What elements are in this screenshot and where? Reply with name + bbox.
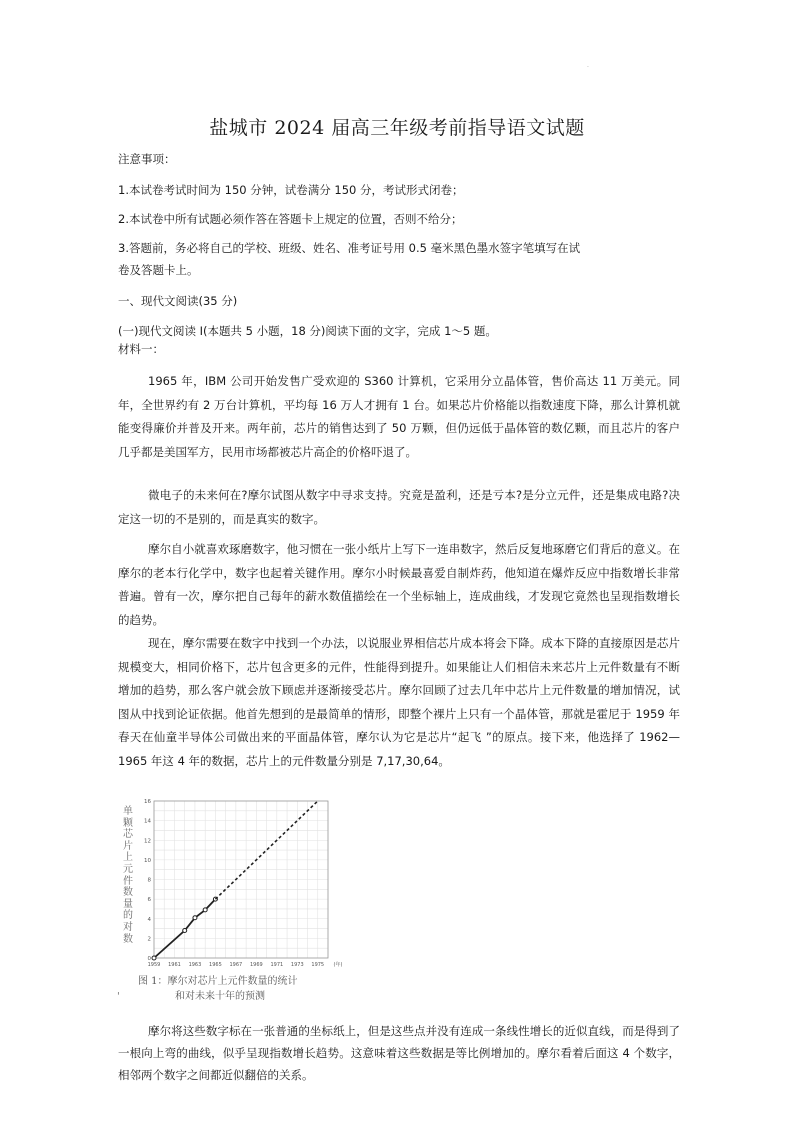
page-title: 盐城市 2024 届高三年级考前指导语文试题	[209, 117, 585, 139]
x-tick-label: 1961	[168, 962, 181, 968]
notice-heading: 注意事项：	[118, 152, 176, 166]
x-tick-label: 1973	[290, 962, 304, 968]
figure-caption	[138, 974, 368, 1004]
y-tick-label: 8	[147, 877, 151, 884]
section-subheading: (一)现代文阅读 I(本题共 5 小题，18 分)阅读下面的文字，完成 1～5 题。	[118, 324, 497, 338]
notice-item-2: 2.本试卷中所有试题必须作答在答题卡上规定的位置，否则不给分；	[118, 212, 463, 226]
notice-item-3-cont: 卷及答题卡上。	[118, 263, 199, 277]
x-tick-label: 1969	[249, 962, 263, 968]
y-tick-label: 4	[147, 916, 151, 923]
y-tick-label: 2	[147, 936, 151, 943]
x-tick-label: 1971	[270, 962, 284, 968]
x-tick-label: 1975	[311, 962, 325, 968]
y-tick-label: 12	[144, 838, 151, 845]
y-tick-label: 6	[147, 897, 151, 904]
paragraph-3: 摩尔自小就喜欢琢磨数字，他习惯在一张小纸片上写下一连串数字，然后反复地琢磨它们背后的意义。在摩尔的老本行化学中，数字也起着关键作用。摩尔小时候最喜爱自制炸药，他知道在爆炸反应中指数增长非常普遍。曾有一次，摩尔把自己每年的薪水数值描绘在一个坐标轴上，连成曲线，才发现它竟然也呈现指数增长的趋势。	[118, 542, 680, 627]
chart-y-axis-label: 单颗芯片上元件数量的对数	[123, 806, 133, 945]
x-tick-label: 1965	[209, 962, 222, 968]
x-axis-label: (年)	[333, 962, 343, 968]
notice-item-3: 3.答题前，务必将自己的学校、班级、姓名、准考证号用 0.5 毫米黑色墨水签字笔填写在试	[118, 241, 581, 255]
y-tick-label: 14	[144, 818, 151, 825]
figure-caption-line-1: 图 1：摩尔对芯片上元件数量的统计	[138, 976, 298, 987]
figure-1	[118, 796, 362, 1008]
moore-chart	[118, 796, 362, 976]
figure-caption-line-2: 和对未来十年的预测	[175, 991, 265, 1002]
material-label: 材料一：	[118, 342, 164, 356]
x-tick-label: 1959	[147, 962, 161, 968]
notice-item-1: 1.本试卷考试时间为 150 分钟，试卷满分 150 分，考试形式闭卷；	[118, 183, 464, 197]
y-tick-label: 16	[144, 799, 151, 805]
data-point	[203, 908, 207, 912]
y-tick-label: 0	[147, 956, 151, 962]
figure-left-mark: '	[117, 991, 120, 1002]
section-heading: 一、现代文阅读(35 分)	[118, 294, 238, 308]
y-tick-label: 10	[144, 857, 151, 864]
paragraph-1: 1965 年，IBM 公司开始发售广受欢迎的 S360 计算机，它采用分立晶体管，售价高达 11 万美元。同年，全世界约有 2 万台计算机，平均每 16 万人才拥有 1 台。如果芯片价格能以指数速度下降，那么计算机就能变得廉价并普及开来。两年前，芯片的销售达到了 50 万颗，但仍远低于晶体管的数亿颗，而且芯片的客户几乎都是美国军方，民用市场都被芯片高企的价格吓退了。	[118, 374, 680, 459]
data-point	[152, 956, 156, 960]
data-point	[183, 929, 187, 933]
paragraph-2: 微电子的未来何在?摩尔试图从数字中寻求支持。究竟是盈利，还是亏本?是分立元件，还是集成电路?决定这一切的不是别的，而是真实的数字。	[118, 488, 680, 526]
paragraph-4: 现在，摩尔需要在数字中找到一个办法，以说服业界相信芯片成本将会下降。成本下降的直接原因是芯片规模变大，相同价格下，芯片包含更多的元件，性能得到提升。如果能让人们相信未来芯片上元件数量有不断增加的趋势，那么客户就会放下顾虑并逐渐接受芯片。摩尔回顾了过去几年中芯片上元件数量的增加情况，试图从中找到论证依据。他首先想到的是最简单的情形，即整个裸片上只有一个晶体管，那就是霍尼于 1959 年春天在仙童半导体公司做出来的平面晶体管，摩尔认为它是芯片“起飞 ”的原点。接下来，他选择了 1962—1965 年这 4 年的数据，芯片上的元件数量分别是 7,17,30,64。	[118, 636, 680, 768]
corner-mark: ·	[587, 64, 589, 71]
closing-paragraph: 摩尔将这些数字标在一张普通的坐标纸上，但是这些点并没有连成一条线性增长的近似直线，而是得到了一根向上弯的曲线，似乎呈现指数增长趋势。这意味着这些数据是等比例增加的。摩尔看着后面这 4 个数字，相邻两个数字之间都近似翻倍的关系。	[118, 1024, 680, 1082]
x-tick-label: 1967	[229, 962, 243, 968]
x-tick-label: 1963	[188, 962, 202, 968]
data-point	[193, 916, 197, 920]
